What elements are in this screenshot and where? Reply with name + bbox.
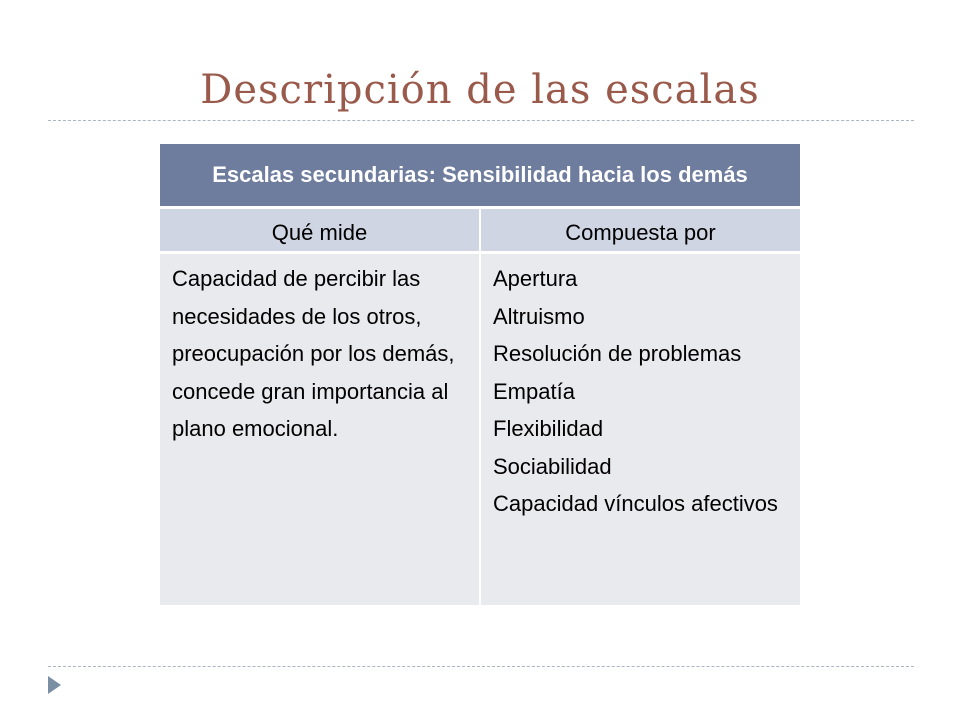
list-item: Capacidad vínculos afectivos	[493, 491, 778, 516]
column-header-components: Compuesta por	[481, 206, 800, 254]
slide-title: Descripción de las escalas	[200, 67, 760, 113]
column-header-row	[160, 206, 800, 254]
table-header: Escalas secundarias: Sensibilidad hacia los demás	[160, 144, 800, 206]
list-item: Flexibilidad	[493, 416, 604, 441]
title-divider	[48, 120, 914, 121]
scale-table	[160, 144, 800, 605]
list-item: Altruismo	[493, 303, 585, 329]
components-list	[493, 260, 788, 523]
measures-cell: Capacidad de percibir las necesidades de los otros, preocupación por los demás, concede gran importancia al plano emocional.	[160, 254, 481, 605]
list-item: Sociabilidad	[493, 453, 612, 479]
column-header-measures: Qué mide	[160, 206, 481, 254]
list-item: Resolución de problemas	[493, 341, 742, 366]
components-cell	[481, 254, 800, 605]
triangle-right-icon	[48, 676, 61, 694]
list-item: Apertura	[493, 266, 578, 291]
list-item: Empatía	[493, 378, 575, 404]
table-body-row	[160, 254, 800, 605]
footer-divider	[48, 666, 914, 667]
